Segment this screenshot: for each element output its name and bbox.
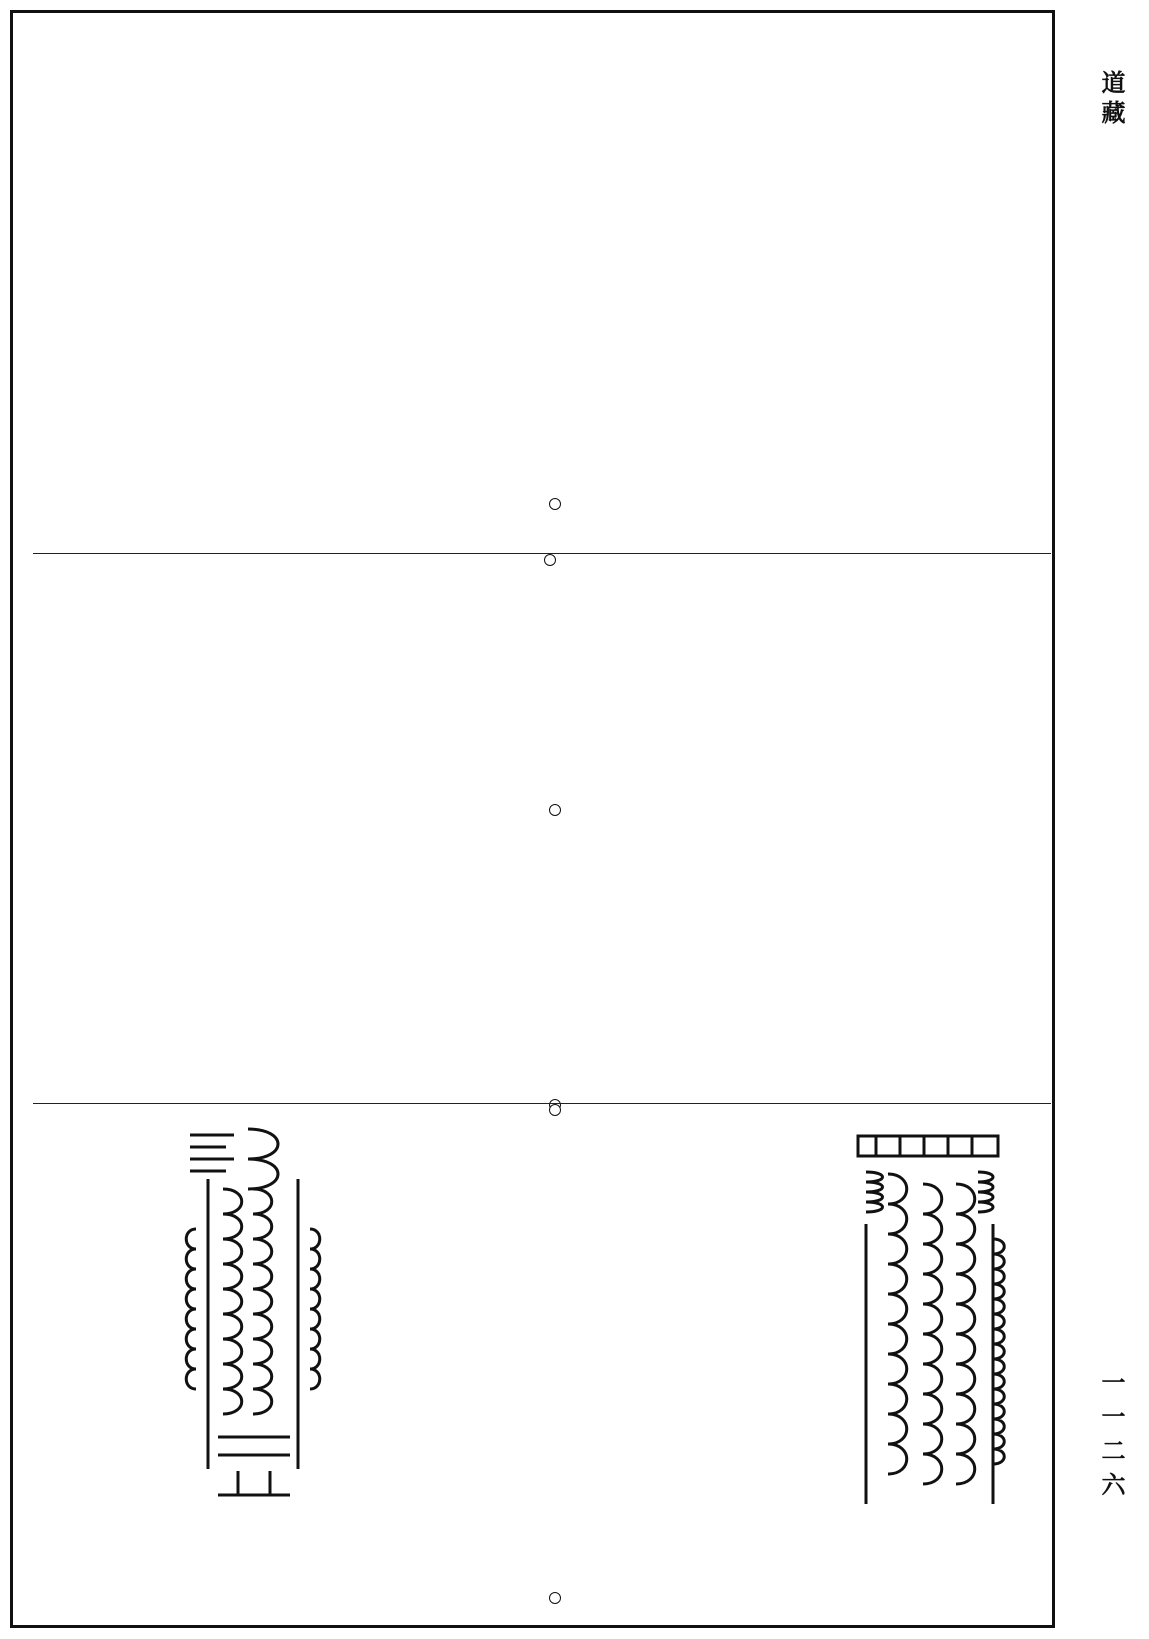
circle-mark xyxy=(549,498,561,510)
text-column xyxy=(965,1122,1005,1613)
text-column xyxy=(713,31,753,535)
text-column xyxy=(445,1122,485,1613)
text-column xyxy=(473,572,513,1085)
text-column xyxy=(873,31,913,535)
circle-mark xyxy=(549,804,561,816)
text-column xyxy=(633,31,673,535)
text-column xyxy=(405,1122,445,1613)
text-column xyxy=(793,572,833,1085)
text-column xyxy=(953,572,993,1085)
page-number: 一一二六 xyxy=(1097,1370,1126,1506)
text-column xyxy=(885,1122,925,1613)
text-column xyxy=(513,572,553,1085)
top-panel xyxy=(33,13,1051,553)
middle-panel xyxy=(33,553,1051,1103)
text-column xyxy=(913,31,953,535)
text-column xyxy=(925,1122,965,1613)
text-column xyxy=(833,31,873,535)
text-column xyxy=(993,31,1033,535)
text-column xyxy=(833,572,873,1085)
spacer xyxy=(1005,1122,1033,1613)
text-column xyxy=(993,572,1033,1085)
text-column xyxy=(953,31,993,535)
text-column xyxy=(645,1122,685,1613)
circle-mark xyxy=(544,554,556,566)
text-column xyxy=(673,572,713,1085)
text-column xyxy=(913,572,953,1085)
text-column xyxy=(553,31,593,535)
text-column xyxy=(725,1122,765,1613)
collection-label: 道藏 xyxy=(1097,70,1126,130)
text-column xyxy=(245,1122,285,1613)
text-column xyxy=(473,31,513,535)
bottom-panel xyxy=(33,1103,1051,1631)
text-column xyxy=(393,572,433,1085)
text-column xyxy=(753,31,793,535)
text-column xyxy=(485,1122,525,1613)
text-column xyxy=(633,572,673,1085)
text-column xyxy=(605,1122,645,1613)
text-column xyxy=(365,1122,405,1613)
text-column xyxy=(765,1122,805,1613)
circle-mark xyxy=(549,1104,561,1116)
text-column xyxy=(393,31,433,535)
text-column xyxy=(313,572,353,1085)
text-column xyxy=(845,1122,885,1613)
text-column xyxy=(233,572,273,1085)
text-column xyxy=(565,1122,605,1613)
text-column xyxy=(325,1122,365,1613)
text-column xyxy=(793,31,833,535)
text-column xyxy=(753,572,793,1085)
text-column xyxy=(593,572,633,1085)
circle-mark xyxy=(549,1592,561,1604)
text-column xyxy=(433,572,473,1085)
text-column xyxy=(513,31,553,535)
text-column xyxy=(713,572,753,1085)
text-column xyxy=(873,572,913,1085)
text-column xyxy=(553,572,593,1085)
text-column xyxy=(285,1122,325,1613)
text-column xyxy=(593,31,633,535)
text-column xyxy=(525,1122,565,1613)
page-frame xyxy=(10,10,1055,1628)
text-column xyxy=(433,31,473,535)
text-column xyxy=(353,572,393,1085)
text-column xyxy=(805,1122,845,1613)
text-column xyxy=(273,572,313,1085)
text-column xyxy=(673,31,713,535)
text-column xyxy=(685,1122,725,1613)
